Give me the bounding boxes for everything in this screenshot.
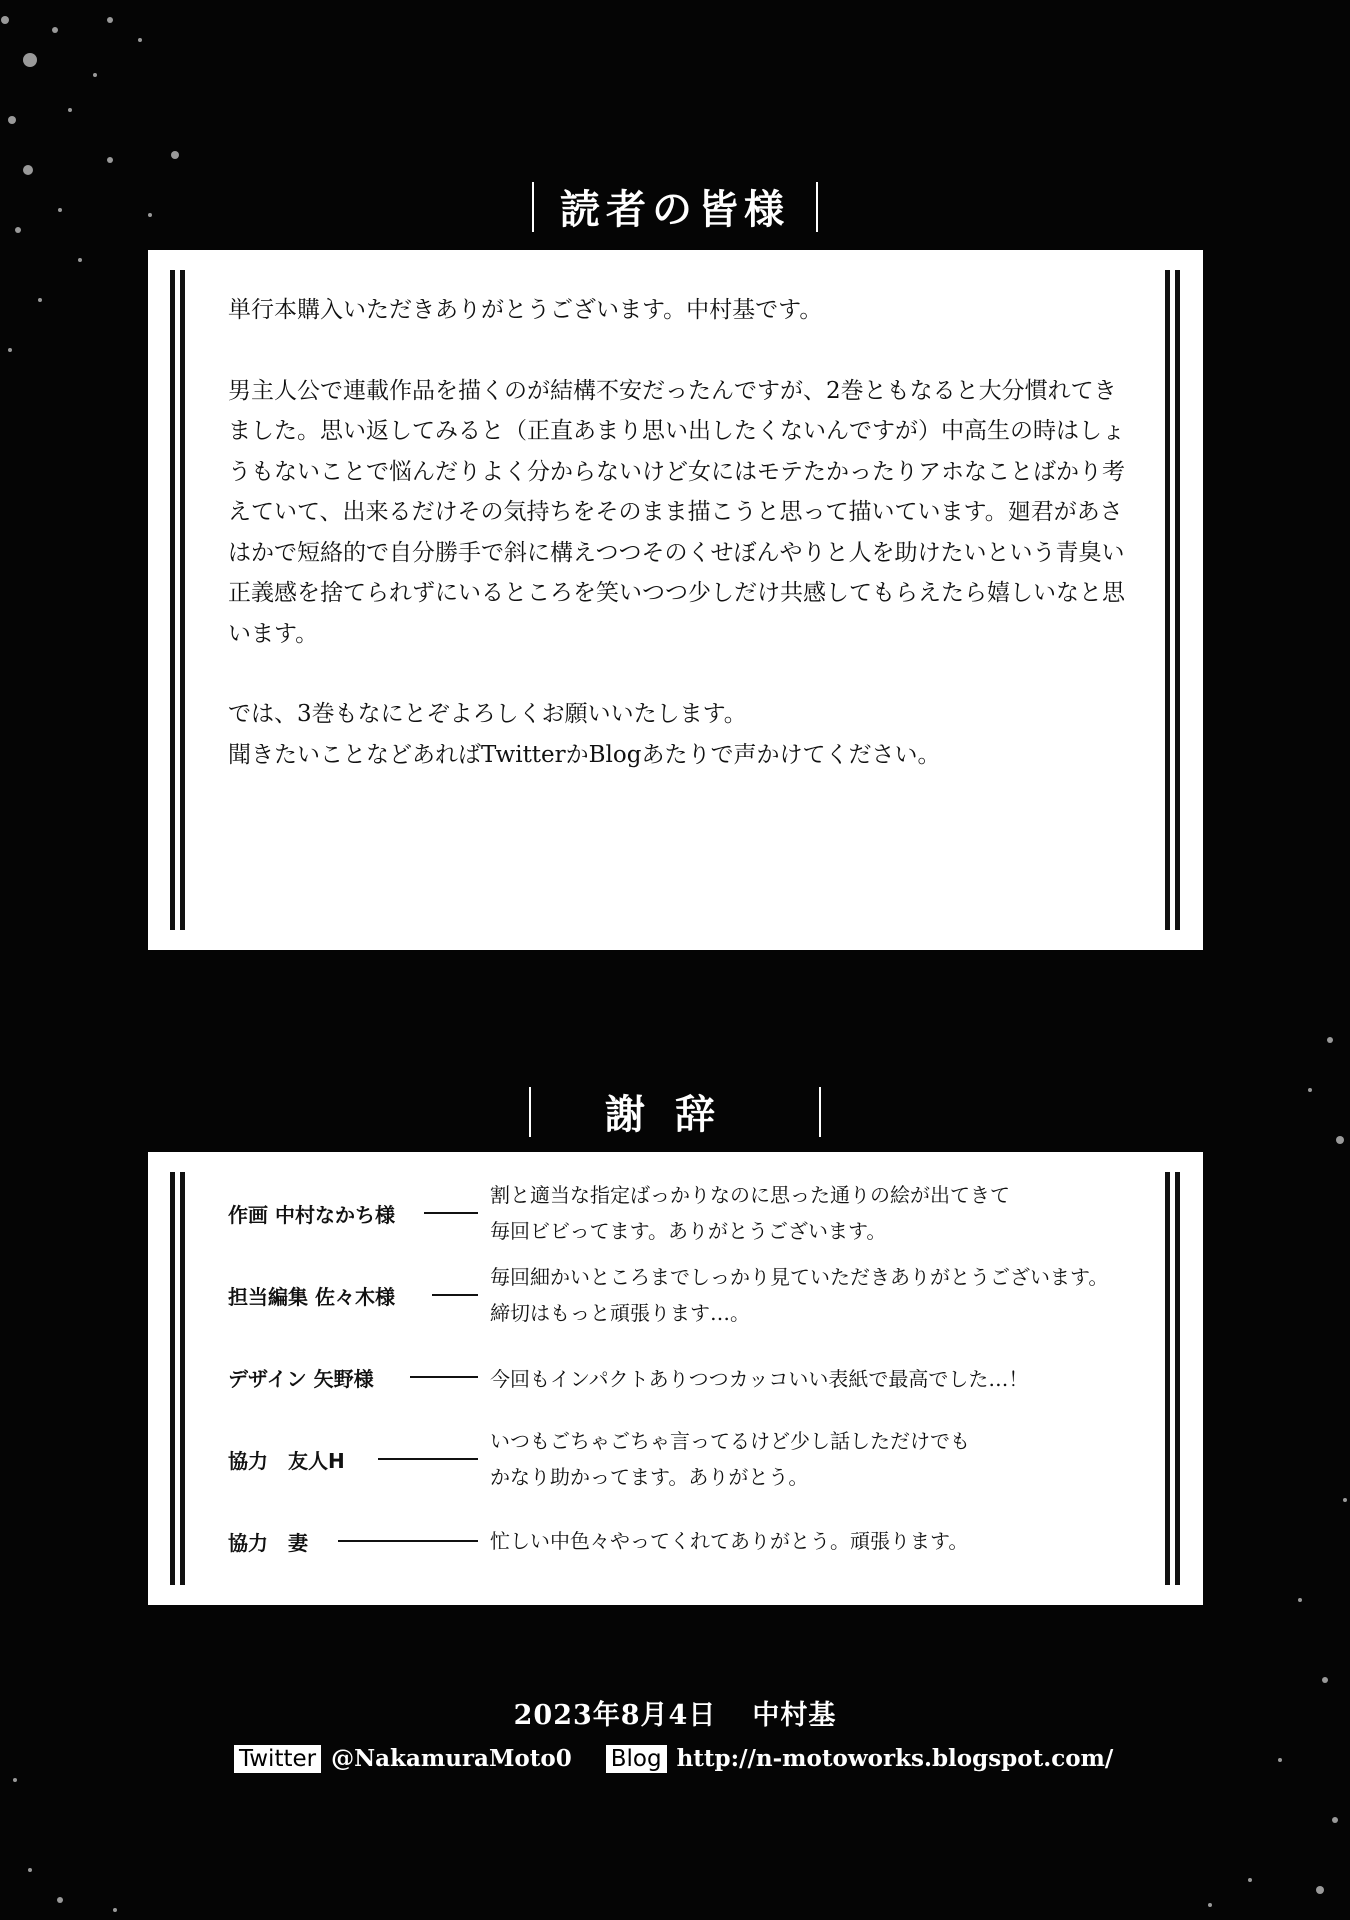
paragraph-greeting: 単行本購入いただきありがとうございます。中村基です。 <box>228 297 823 323</box>
thanks-list <box>228 1175 1128 1585</box>
thanks-entry <box>228 1421 1128 1503</box>
paragraph-closing: では、3巻もなにとぞよろしくお願いいたします。 <box>228 701 747 727</box>
twitter-label: Twitter <box>234 1745 321 1773</box>
thanks-heading <box>0 1083 1350 1140</box>
heading-bar-right <box>816 182 818 232</box>
panel-border-left <box>170 1172 186 1585</box>
thanks-message: 毎回細かいところまでしっかり見ていただきありがとうございます。 締切はもっと頑張ります…。 <box>490 1265 1109 1325</box>
thanks-entry <box>228 1503 1128 1585</box>
leader-line <box>410 1376 478 1378</box>
thanks-entry <box>228 1257 1128 1339</box>
thanks-recipient: 担当編集 佐々木様 <box>228 1285 395 1309</box>
panel-border-right <box>1165 1172 1181 1585</box>
panel-border-right <box>1165 270 1181 930</box>
thanks-recipient: 作画 中村なかち様 <box>228 1203 395 1227</box>
thanks-message: 忙しい中色々やってくれてありがとう。頑張ります。 <box>490 1529 969 1553</box>
heading-bar-right <box>819 1087 821 1137</box>
thanks-entry <box>228 1175 1128 1257</box>
readers-message-panel <box>148 250 1203 950</box>
paragraph-contact: 聞きたいことなどあればTwitterかBlogあたりで声かけてください。 <box>228 741 941 768</box>
thanks-recipient: デザイン 矢野様 <box>228 1367 374 1391</box>
leader-line <box>424 1212 478 1214</box>
panel-border-left <box>170 270 186 930</box>
blog-url[interactable]: http://n-motoworks.blogspot.com/ <box>676 1745 1114 1772</box>
blog-label: Blog <box>606 1745 667 1773</box>
footer-links <box>234 1745 1113 1773</box>
thanks-message: いつもごちゃごちゃ言ってるけど少し話しただけでも かなり助かってます。ありがとう。 <box>490 1429 970 1489</box>
footer-author: 中村基 <box>752 1700 837 1731</box>
thanks-recipient: 協力 友人H <box>228 1449 345 1473</box>
twitter-handle[interactable]: @NakamuraMoto0 <box>331 1745 572 1772</box>
footer-date-line <box>0 1693 1350 1732</box>
paragraph-main: 男主人公で連載作品を描くのが結構不安だったんですが、2巻ともなると大分慣れてきました。思い返してみると（正直あまり思い出したくないんですが）中高生の時はしょうもないことで悩んだりよく分からないけど女にはモテたかったりアホなことばかり考えていて、出来るだけその気持ちをそのまま描こうと思って描いています。廻君があさはかで短絡的で自分勝手で斜に構えつつそのくせぼんやりと人を助けたいという青臭い正義感を捨てられずにいるところを笑いつつ少しだけ共感してもらえたら嬉しいなと思います。 <box>228 377 1125 647</box>
readers-heading <box>0 178 1350 235</box>
thanks-entry <box>228 1339 1128 1421</box>
leader-line <box>432 1294 478 1296</box>
footer-date: 2023年8月4日 <box>513 1700 717 1731</box>
thanks-title: 謝辞 <box>605 1091 745 1138</box>
thanks-message: 今回もインパクトありつつカッコいい表紙で最高でした…！ <box>490 1367 1029 1391</box>
leader-line <box>378 1458 478 1460</box>
thanks-panel <box>148 1152 1203 1605</box>
readers-message-body <box>228 290 1125 775</box>
thanks-message: 割と適当な指定ばっかりなのに思った通りの絵が出てきて 毎回ビビってます。ありがとうございます。 <box>490 1183 1010 1243</box>
readers-title: 読者の皆様 <box>560 186 790 233</box>
thanks-recipient: 協力 妻 <box>228 1531 308 1555</box>
leader-line <box>338 1540 478 1542</box>
